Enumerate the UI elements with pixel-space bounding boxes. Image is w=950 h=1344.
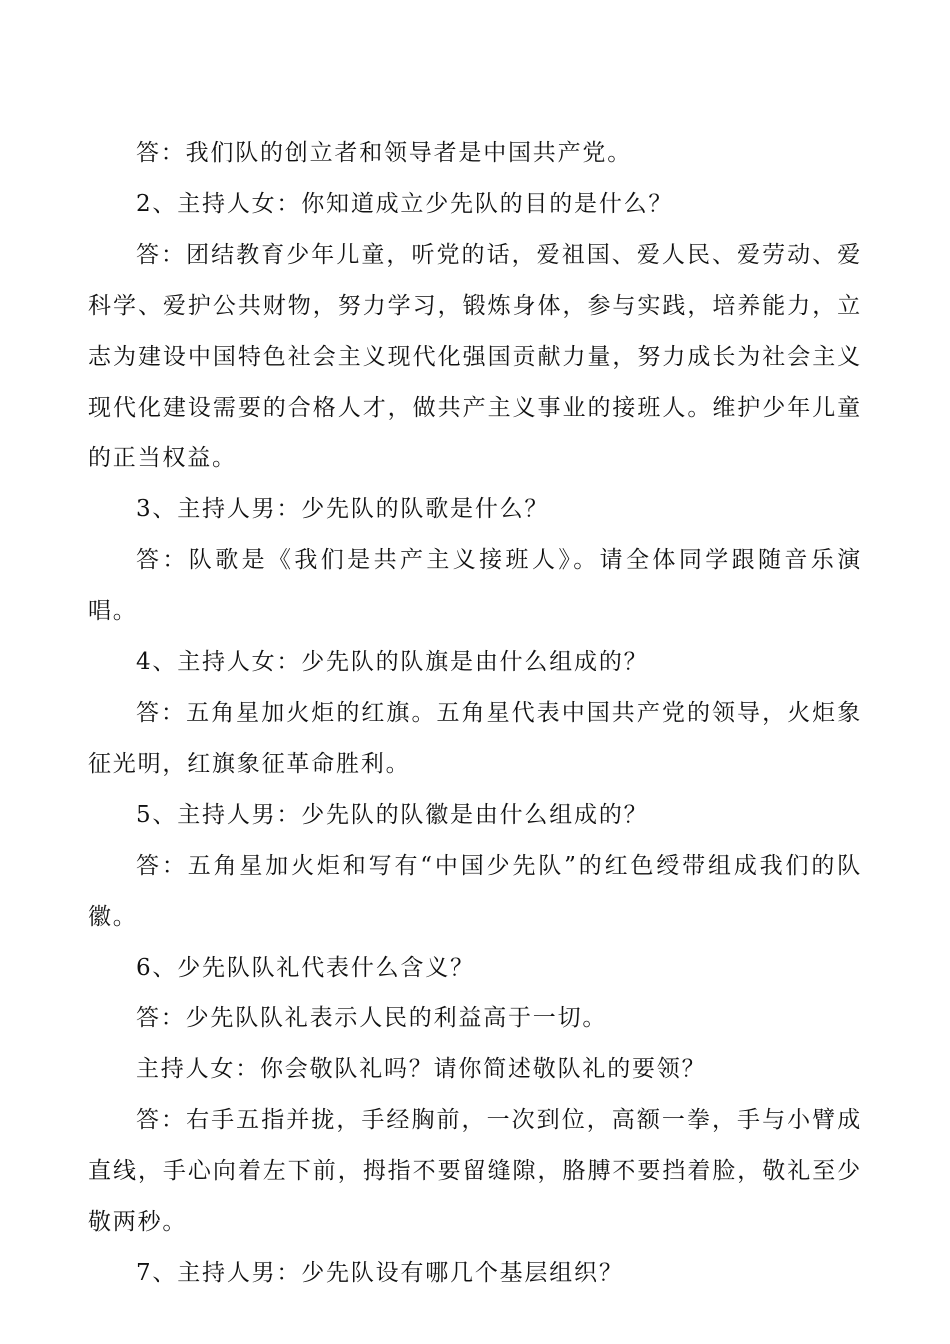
answer-paragraph: 答：五角星加火炬的红旗。五角星代表中国共产党的领导，火炬象征光明，红旗象征革命胜利。 <box>88 699 862 777</box>
question-paragraph: 6、少先队队礼代表什么含义？ <box>136 954 475 981</box>
answer-paragraph: 答：右手五指并拢，手经胸前，一次到位，高额一拳，手与小臂成直线，手心向着左下前，拇指不要留缝隙，胳膊不要挡着脸，敬礼至少敬两秒。 <box>88 1107 862 1236</box>
answer-paragraph: 答：我们队的创立者和领导者是中国共产党。 <box>136 140 632 166</box>
question-paragraph: 5、主持人男：少先队的队徽是由什么组成的？ <box>136 801 649 828</box>
question-paragraph: 7、主持人男：少先队设有哪几个基层组织？ <box>136 1259 624 1286</box>
question-paragraph: 2、主持人女：你知道成立少先队的目的是什么？ <box>136 190 674 217</box>
question-paragraph: 3、主持人男：少先队的队歌是什么？ <box>136 496 550 523</box>
question-paragraph: 主持人女：你会敬队礼吗？请你简述敬队礼的要领？ <box>136 1056 707 1083</box>
question-paragraph: 4、主持人女：少先队的队旗是由什么组成的？ <box>136 649 649 676</box>
answer-paragraph: 答：五角星加火炬和写有“中国少先队”的红色绶带组成我们的队徽。 <box>88 852 862 930</box>
document-body <box>88 128 862 1299</box>
answer-paragraph: 答：队歌是《我们是共产主义接班人》。请全体同学跟随音乐演唱。 <box>88 547 862 625</box>
answer-paragraph: 答：少先队队礼表示人民的利益高于一切。 <box>136 1005 608 1032</box>
answer-paragraph: 答：团结教育少年儿童，听党的话，爱祖国、爱人民、爱劳动、爱科学、爱护公共财物，努力学习，锻炼身体，参与实践，培养能力，立志为建设中国特色社会主义现代化强国贡献力量，努力成长为社会主义现代化建设需要的合格人才，做共产主义事业的接班人。维护少年儿童的正当权益。 <box>88 241 862 472</box>
